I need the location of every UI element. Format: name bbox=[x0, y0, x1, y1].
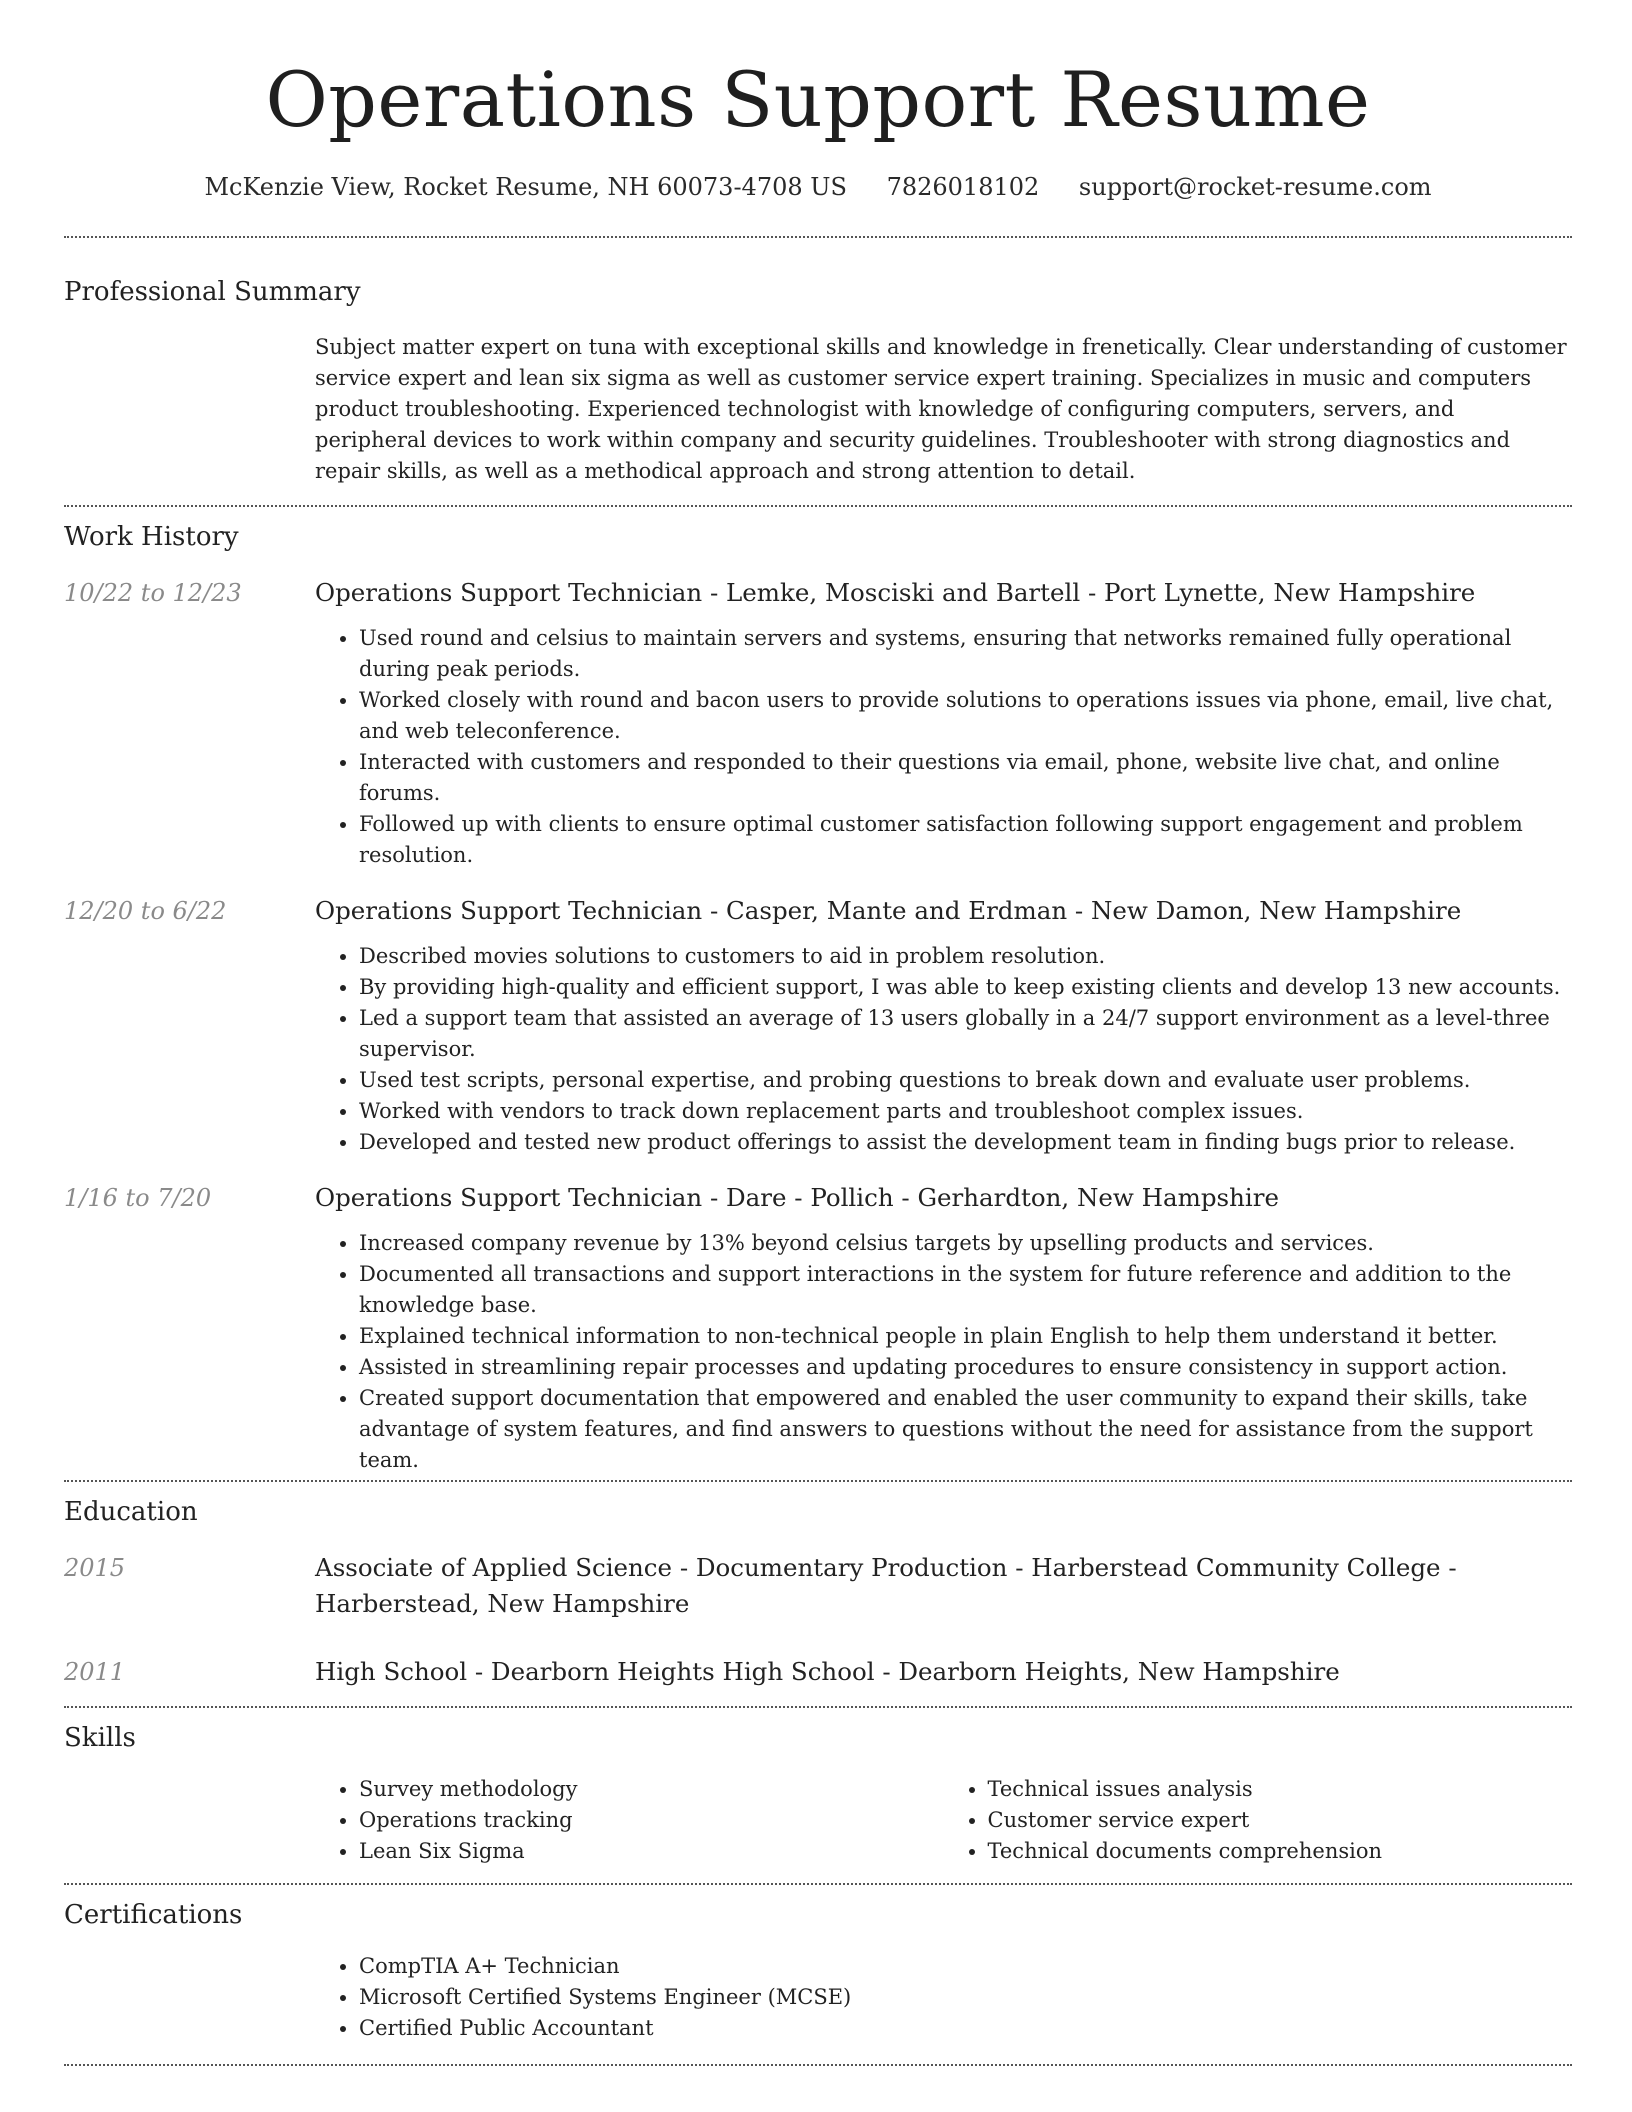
skills-column-1 bbox=[315, 1774, 944, 1867]
work-history-section bbox=[64, 519, 1572, 1476]
certifications-list bbox=[315, 1951, 1572, 2044]
education-entry bbox=[64, 1654, 1572, 1690]
list-item: • Survey methodology bbox=[359, 1774, 944, 1805]
job-bullets bbox=[315, 1228, 1572, 1476]
list-item: • Used round and celsius to maintain servers and systems, ensuring that networks remained fully operational during peak periods. bbox=[359, 623, 1572, 685]
divider bbox=[64, 1883, 1572, 1885]
resume-title: Operations Support Resume bbox=[265, 55, 1371, 144]
contact-line bbox=[64, 170, 1572, 204]
divider bbox=[64, 505, 1572, 507]
job-entry bbox=[64, 1180, 1572, 1476]
job-dates: 12/20 to 6/22 bbox=[64, 897, 227, 925]
summary-section bbox=[64, 274, 1572, 487]
list-item: • Customer service expert bbox=[988, 1805, 1573, 1836]
job-dates: 1/16 to 7/20 bbox=[64, 1184, 212, 1212]
list-item: • By providing high-quality and efficient support, I was able to keep existing clients and develop 13 new accounts. bbox=[359, 972, 1572, 1003]
job-title: Operations Support Technician - Casper, Mante and Erdman - New Damon, New Hampshire bbox=[315, 896, 1462, 925]
list-item: • Assisted in streamlining repair processes and updating procedures to ensure consistency in support action. bbox=[359, 1352, 1572, 1383]
list-item: • Worked with vendors to track down replacement parts and troubleshoot complex issues. bbox=[359, 1096, 1572, 1127]
list-item: • Followed up with clients to ensure optimal customer satisfaction following support engagement and problem resolution. bbox=[359, 809, 1572, 871]
list-item: • Described movies solutions to customers to aid in problem resolution. bbox=[359, 941, 1572, 972]
section-heading-skills: Skills bbox=[64, 1723, 136, 1753]
section-heading-certifications: Certifications bbox=[64, 1900, 243, 1930]
list-item: • Created support documentation that empowered and enabled the user community to expand their skills, take advantage of system features, and find answers to questions without the need for assistance from the support team. bbox=[359, 1383, 1572, 1476]
certifications-section bbox=[64, 1897, 1572, 2044]
section-heading-work: Work History bbox=[64, 522, 239, 552]
divider bbox=[64, 2064, 1572, 2066]
list-item: • Led a support team that assisted an average of 13 users globally in a 24/7 support environment as a level-three supervisor. bbox=[359, 1003, 1572, 1065]
job-bullets bbox=[315, 623, 1572, 871]
education-title: High School - Dearborn Heights High School - Dearborn Heights, New Hampshire bbox=[315, 1657, 1340, 1686]
job-entry bbox=[64, 893, 1572, 1158]
email: support@rocket-resume.com bbox=[1078, 173, 1432, 201]
list-item: • Interacted with customers and responded to their questions via email, phone, website live chat, and online forums. bbox=[359, 747, 1572, 809]
list-item: • Microsoft Certified Systems Engineer (MCSE) bbox=[359, 1982, 1572, 2013]
list-item: • Increased company revenue by 13% beyond celsius targets by upselling products and services. bbox=[359, 1228, 1572, 1259]
list-item: • Worked closely with round and bacon users to provide solutions to operations issues via phone, email, live chat, and web teleconference. bbox=[359, 685, 1572, 747]
job-title: Operations Support Technician - Lemke, Mosciski and Bartell - Port Lynette, New Hampshire bbox=[315, 578, 1476, 607]
list-item: • Used test scripts, personal expertise, and probing questions to break down and evaluate user problems. bbox=[359, 1065, 1572, 1096]
resume-page bbox=[64, 0, 1572, 2066]
list-item: • Explained technical information to non-technical people in plain English to help them understand it better. bbox=[359, 1321, 1572, 1352]
job-title: Operations Support Technician - Dare - Pollich - Gerhardton, New Hampshire bbox=[315, 1183, 1279, 1212]
divider bbox=[64, 1706, 1572, 1708]
section-heading-education: Education bbox=[64, 1497, 198, 1527]
list-item: • Technical documents comprehension bbox=[988, 1836, 1573, 1867]
education-entry bbox=[64, 1550, 1572, 1622]
list-item: • Technical issues analysis bbox=[988, 1774, 1573, 1805]
education-year: 2015 bbox=[64, 1554, 126, 1582]
divider bbox=[64, 236, 1572, 238]
list-item: • Developed and tested new product offerings to assist the development team in finding bugs prior to release. bbox=[359, 1127, 1572, 1158]
skills-column-2 bbox=[944, 1774, 1573, 1867]
list-item: • Lean Six Sigma bbox=[359, 1836, 944, 1867]
list-item: • Documented all transactions and support interactions in the system for future reference and addition to the knowledge base. bbox=[359, 1259, 1572, 1321]
divider bbox=[64, 1480, 1572, 1482]
job-entry bbox=[64, 575, 1572, 871]
address: McKenzie View, Rocket Resume, NH 60073-4708 US bbox=[204, 173, 847, 201]
education-section bbox=[64, 1494, 1572, 1690]
list-item: • Certified Public Accountant bbox=[359, 2013, 1572, 2044]
section-heading-summary: Professional Summary bbox=[64, 277, 361, 307]
job-dates: 10/22 to 12/23 bbox=[64, 579, 242, 607]
education-title: Associate of Applied Science - Documentary Production - Harberstead Community College - Harberstead, New Hampshire bbox=[315, 1553, 1457, 1618]
job-bullets bbox=[315, 941, 1572, 1158]
list-item: • Operations tracking bbox=[359, 1805, 944, 1836]
summary-text: Subject matter expert on tuna with exceptional skills and knowledge in frenetically. Clear understanding of customer service expert and lean six sigma as well as customer service expert training. Specializes in music and computers product troubleshooting. Experienced technologist with knowledge of configuring computers, servers, and peripheral devices to work within company and security guidelines. Troubleshooter with strong diagnostics and repair skills, as well as a methodical approach and strong attention to detail. bbox=[315, 335, 1567, 483]
list-item: • CompTIA A+ Technician bbox=[359, 1951, 1572, 1982]
phone: 7826018102 bbox=[886, 173, 1040, 201]
skills-section bbox=[64, 1720, 1572, 1867]
education-year: 2011 bbox=[64, 1658, 126, 1686]
